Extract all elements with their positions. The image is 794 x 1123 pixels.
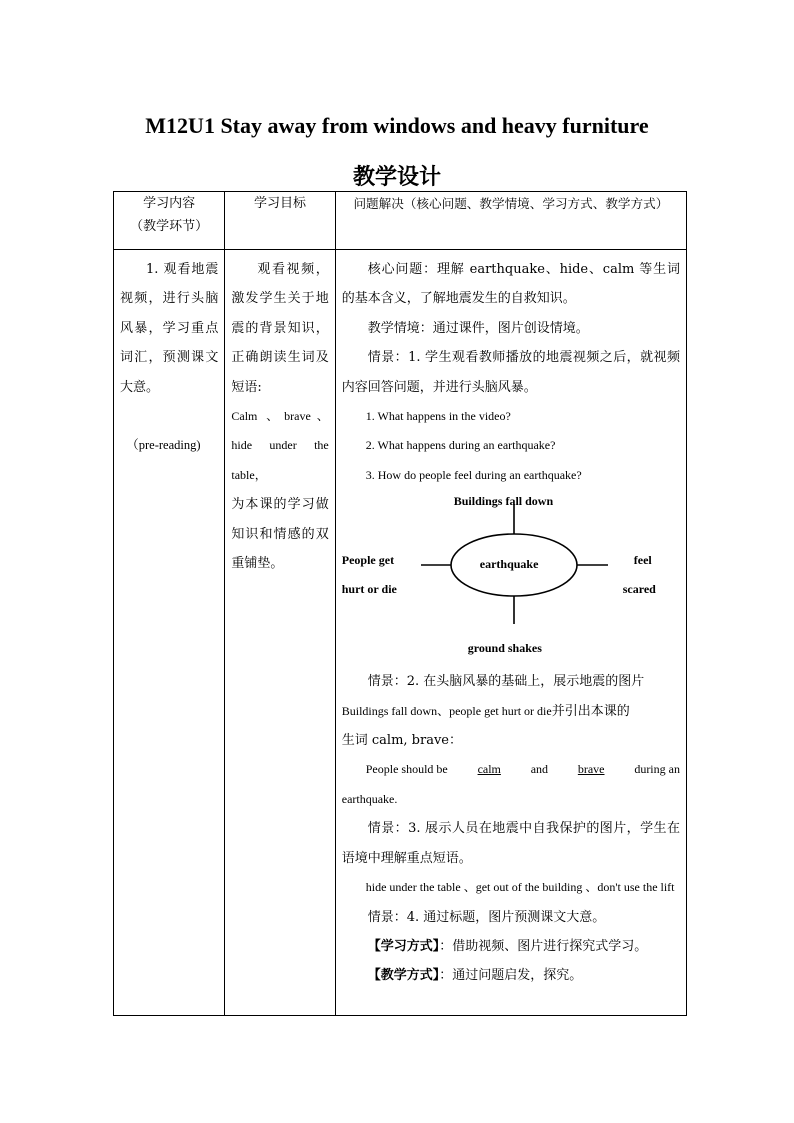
sentence-end: during an: [634, 762, 680, 777]
goal-text: 观看视频，激发学生关于地震的背景知识，正确朗读生词及短语:: [231, 262, 329, 395]
scene2-part-b: Buildings fall down、people get hurt or die: [341, 703, 552, 718]
problem-solving-cell: [335, 250, 686, 1016]
teaching-situation-text: 教学情境：通过课件，图片创设情境。: [367, 320, 589, 336]
question-3: 3. How do people feel during an earthquake?: [365, 467, 582, 482]
learning-method-label: 【学习方式】: [367, 938, 440, 954]
teaching-method-text: ：通过问题启发，探究。: [439, 968, 583, 984]
question-2: 2. What happens during an earthquake?: [365, 438, 556, 453]
sentence-word-brave: brave: [577, 762, 605, 777]
header-col1-line2: （教学环节）: [130, 219, 209, 234]
learning-goal-cell: [225, 250, 335, 1016]
mind-map-bottom-label: ground shakes: [467, 641, 542, 656]
key-phrases-text: hide under the table 、get out of the building 、don't use the lift: [365, 880, 675, 895]
scene2-line2: [342, 697, 680, 726]
example-sentence: [342, 755, 680, 784]
document-subtitle: 教学设计: [352, 164, 441, 189]
mind-map-left-label-line1: People get: [341, 553, 395, 568]
scene2-text: [342, 667, 680, 696]
mind-map-right-label-line1: feel: [633, 553, 652, 568]
mind-map-center-label: earthquake: [479, 557, 539, 572]
earthquake-mind-map: [342, 490, 680, 667]
example-sentence-end: earthquake.: [341, 791, 398, 806]
goal-end-text: 为本课的学习做知识和情感的双重铺垫。: [231, 497, 329, 572]
core-question-text: 核心问题：理解 earthquake、hide、calm 等生词的基本含义，了解地震发生的自救知识。: [341, 262, 680, 307]
header-col1-line1: 学习内容: [143, 196, 196, 211]
table-header-row: [114, 192, 687, 250]
header-col3-text: 问题解决（核心问题、教学情境、学习方式、教学方式）: [353, 196, 669, 211]
header-col2-text: 学习目标: [254, 196, 307, 211]
teaching-stage-text: （pre-reading): [126, 438, 201, 453]
mind-map-right-label-line2: scared: [622, 582, 656, 597]
learning-method-text: ：借助视频、图片进行探究式学习。: [439, 938, 648, 954]
learning-method: [342, 932, 680, 961]
scene4-text: 情景：4. 通过标题，图片预测课文大意。: [367, 909, 606, 925]
goal-words-text: Calm 、brave、hide under the table，: [231, 409, 329, 482]
mind-map-left-label-line2: hurt or die: [341, 582, 397, 597]
scene2-part-d: 生词 calm, brave：: [341, 733, 462, 749]
teaching-step-text: 1. 观看地震视频，进行头脑风暴，学习重点词汇，预测课文大意。: [120, 262, 219, 395]
table-body-row: [114, 250, 687, 1016]
mind-map-top-label: Buildings fall down: [453, 494, 554, 509]
sentence-start: People should be: [365, 762, 448, 777]
header-learning-content: [114, 192, 225, 250]
teaching-method-label: 【教学方式】: [367, 968, 440, 984]
sentence-and: and: [530, 762, 549, 777]
scene1-text: 情景：1. 学生观看教师播放的地震视频之后，就视频内容回答问题，并进行头脑风暴。: [341, 350, 680, 395]
header-learning-goal: [225, 192, 335, 250]
document-title: M12U1 Stay away from windows and heavy furniture: [145, 113, 649, 138]
teaching-method: [342, 961, 680, 990]
sentence-word-calm: calm: [477, 762, 501, 777]
scene3-text: 情景：3. 展示人员在地震中自我保护的图片，学生在语境中理解重点短语。: [341, 821, 680, 866]
lesson-plan-table: [113, 191, 687, 1016]
learning-content-cell: [114, 250, 225, 1016]
scene2-part-a: 情景：2. 在头脑风暴的基础上，展示地震的图片: [367, 674, 645, 690]
scene2-part-c: 并引出本课的: [551, 703, 630, 719]
scene2-line3: [342, 726, 680, 755]
question-1: 1. What happens in the video?: [365, 409, 511, 424]
header-problem-solving: [335, 192, 686, 250]
